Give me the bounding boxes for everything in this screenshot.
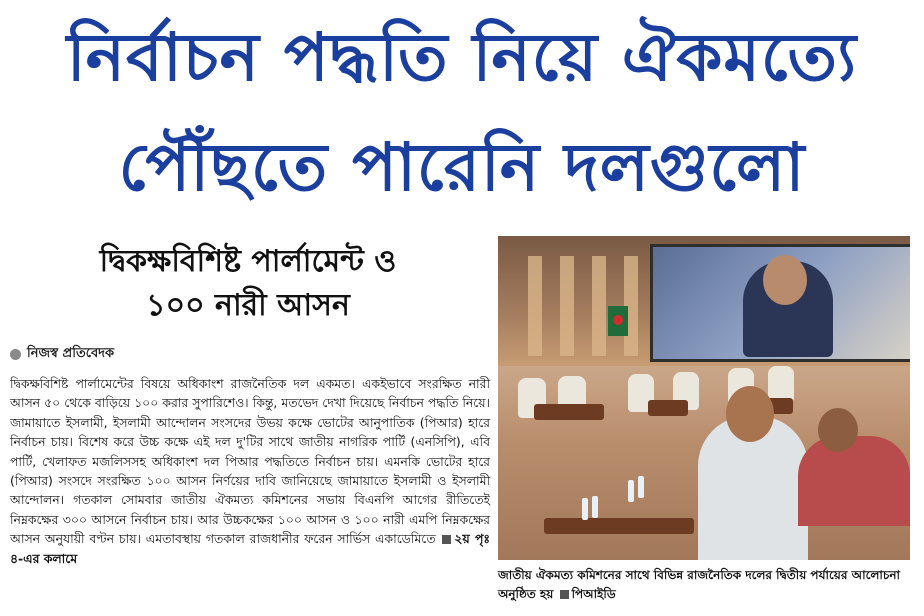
headline — [0, 0, 924, 225]
projection-screen — [650, 244, 910, 362]
continuation-link[interactable]: ২য় পৃঃ ৪-এর কলামে — [10, 531, 490, 566]
flag-icon — [608, 306, 628, 336]
article-body — [10, 374, 490, 568]
headline-line-1: নির্বাচন পদ্ধতি নিয়ে ঐকমত্যে — [66, 19, 858, 96]
news-photo — [498, 236, 910, 560]
byline-text: নিজস্ব প্রতিবেদক — [27, 346, 115, 361]
bullet-icon — [10, 349, 21, 360]
seated-man-right — [798, 436, 910, 526]
subheadline-line-1: দ্বিকক্ষবিশিষ্ট পার্লামেন্ট ও — [99, 244, 397, 279]
headline-line-2: পৌঁছতে পারেনি দলগুলো — [118, 129, 806, 206]
subheadline — [8, 240, 488, 328]
byline — [10, 344, 114, 365]
continuation-square-icon — [442, 535, 451, 544]
credit-square-icon — [560, 590, 569, 599]
photo-credit: পিআইডি — [571, 587, 616, 601]
caption-text: জাতীয় ঐকমত্য কমিশনের সাথে বিভিন্ন রাজনৈতিক দলের দ্বিতীয় পর্যায়ের আলোচনা অনুষ্ঠিত হয় — [498, 568, 901, 601]
article-text: দ্বিকক্ষবিশিষ্ট পার্লামেন্টের বিষয়ে অধিকাংশ রাজনৈতিক দল একমত। একইভাবে সংরক্ষিত নারী আসন ৫০ থেকে বাড়িয়ে ১০০ করার সুপারিশেও। কিন্তু, মতভেদ দেখা দিয়েছে নির্বাচন পদ্ধতি নিয়ে। জামায়াতে ইসলামী, ইসলামী আন্দোলন সংসদের উভয় কক্ষে ভোটের আনুপাতিক (পিআর) হারে নির্বাচন চায়। বিশেষ করে উচ্চ কক্ষে এই দল দু'টির সাথে জাতীয় নাগরিক পার্টি (এনসিপি), এবি পার্টি, খেলাফত মজলিসসহ অধিকাংশ দল পিআর পদ্ধতিতে নির্বাচন চায়। এমনকি ভোটের হারে (পিআর) সংসদে সংরক্ষিত ১০০ আসন নির্ণয়ের দাবি জানিয়েছে জামায়াতে ইসলামী ও ইসলামী আন্দোলন। গতকাল সোমবার জাতীয় ঐকমত্য কমিশনের সভায় বিএনপি আগের রীতিতেই নিম্নকক্ষের ৩০০ আসনে নির্বাচন চায়। আর উচ্চকক্ষের ১০০ আসন ও ১০০ নারী এমপি নিম্নকক্ষের আসন অনুযায়ী বণ্টন চায়। এমতাবস্থায় গতকাল রাজধানীর ফরেন সার্ভিস একাডেমিতে — [10, 376, 490, 547]
subheadline-line-2: ১০০ নারী আসন — [146, 288, 350, 323]
photo-caption — [498, 566, 912, 604]
